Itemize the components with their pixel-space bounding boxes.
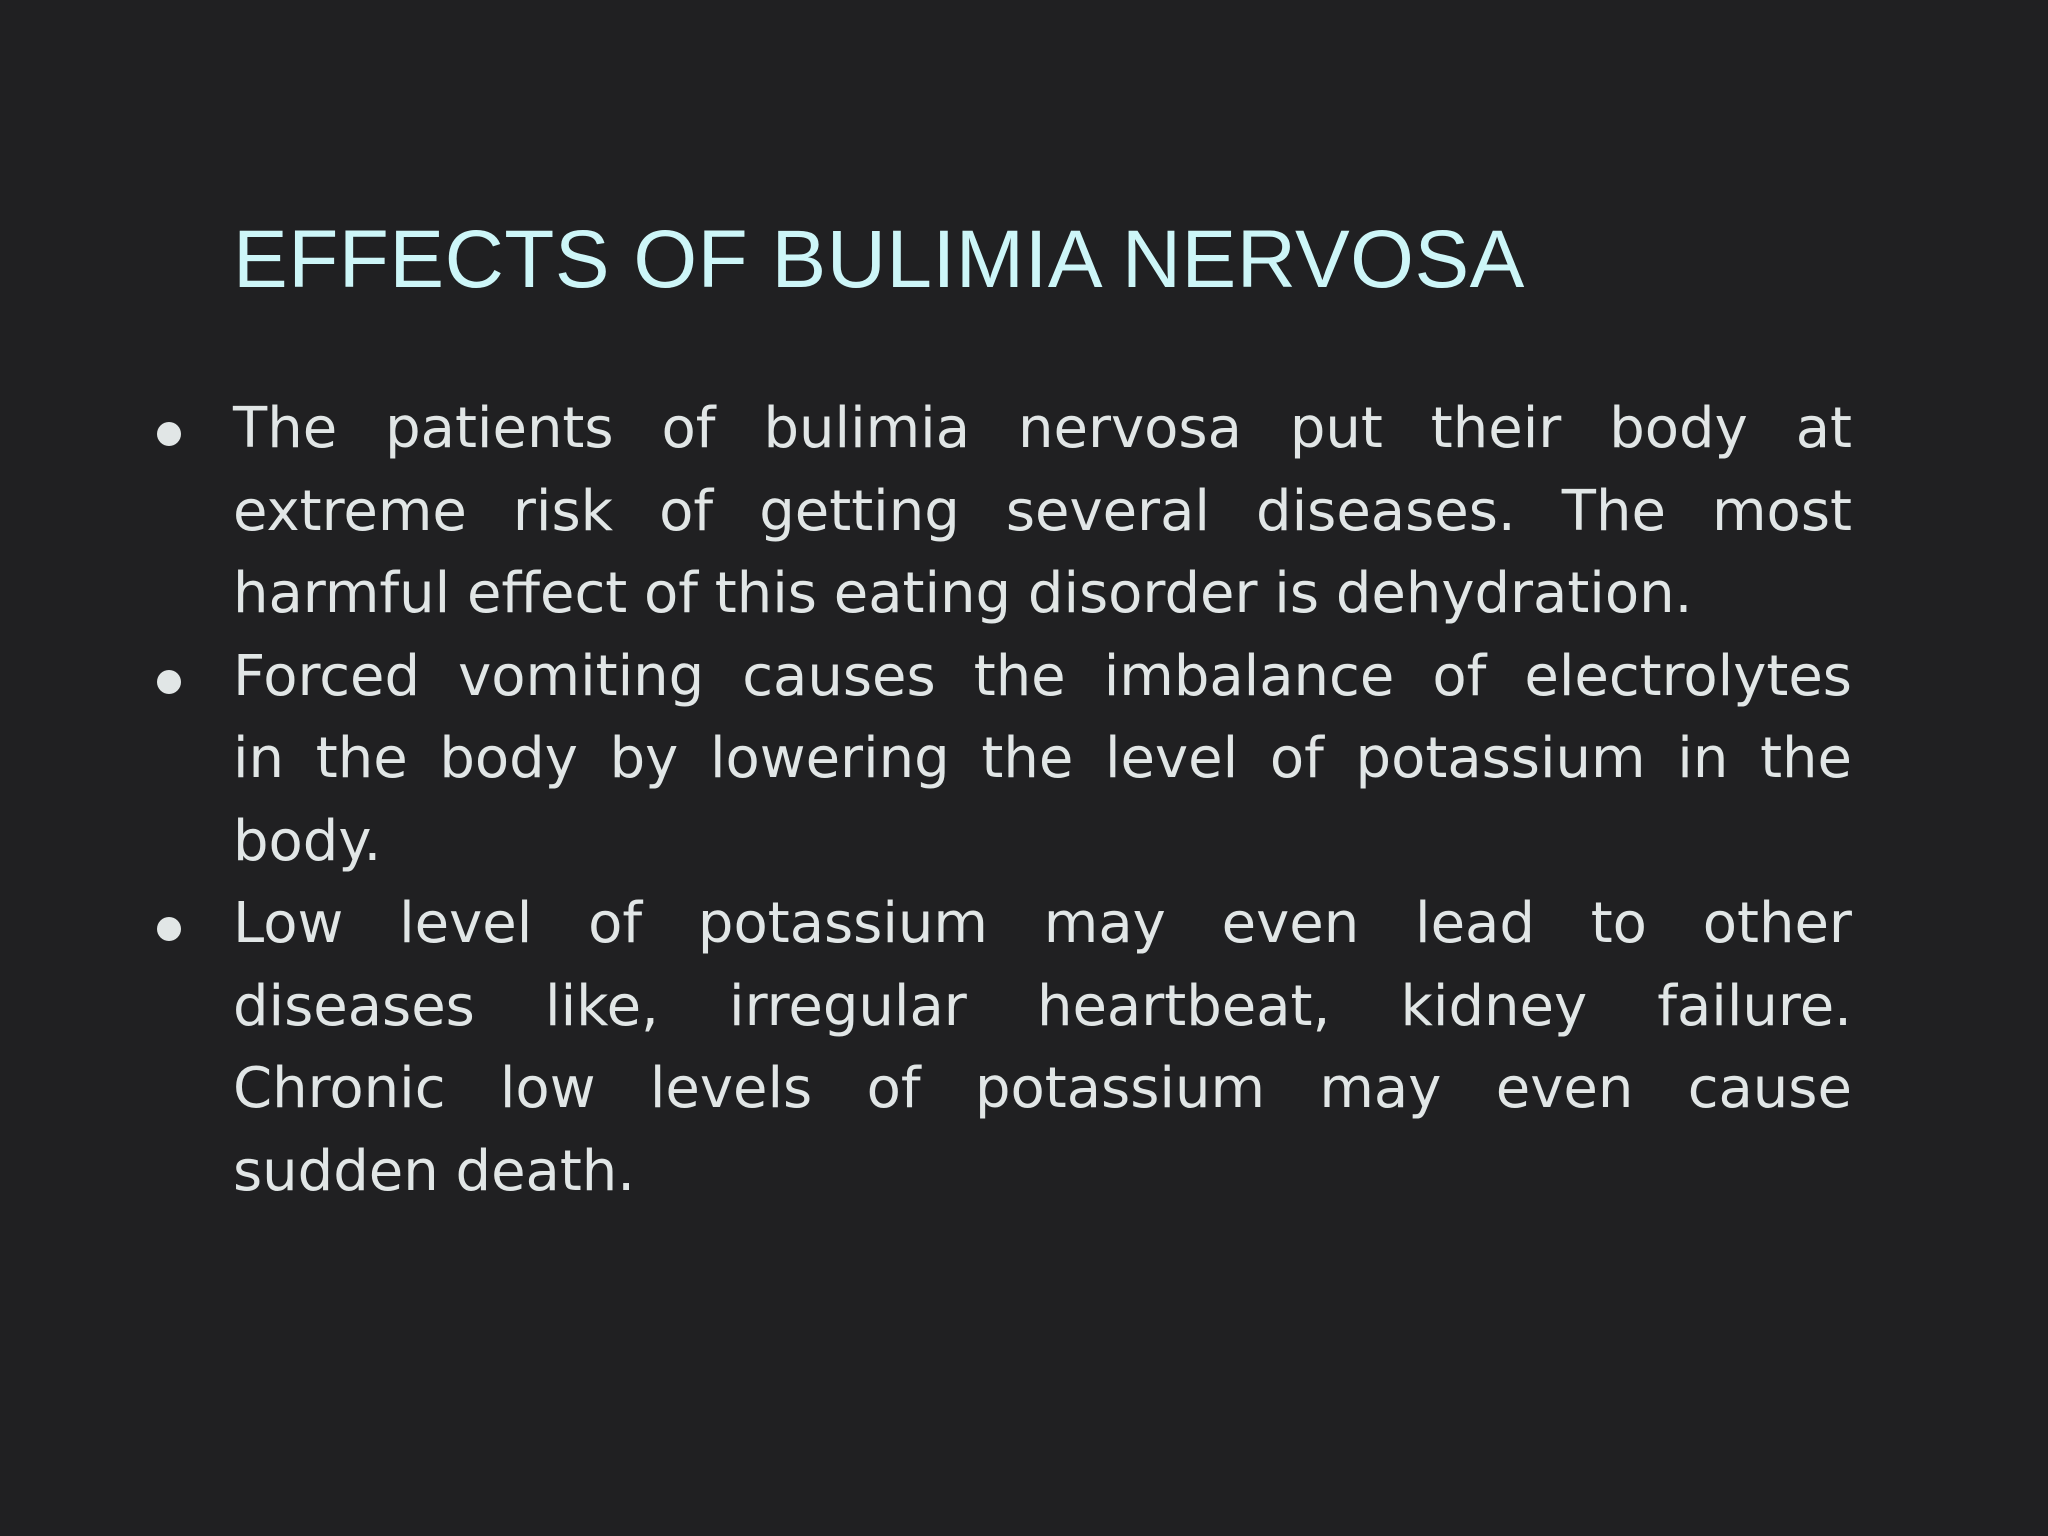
bullet-dot-icon [157,422,181,446]
bullet-word: lead [1415,891,1535,956]
bullet-word: bulimia [763,396,971,461]
bullet-word: of [659,478,714,544]
bullet-word: diseases. [1256,478,1516,544]
bullet-dot-icon [157,917,181,941]
bullet-word: like, [545,973,659,1039]
bullet-word: getting [759,478,960,544]
bullet-word: disorder [1027,561,1258,626]
bullet-word: potassium [1355,726,1646,791]
bullet-word: harmful [233,561,451,626]
bullet-word: eating [833,561,1012,626]
bullet-word: of [1432,643,1487,709]
bullet-word: by [609,726,679,791]
bullet-word: irregular [729,973,967,1039]
bullet-word: cause [1687,1056,1852,1121]
bullet-word: of [644,561,698,626]
bullet-line [233,636,1852,719]
bullet-line [233,1131,1852,1214]
bullet-word: in [233,726,285,791]
bullet-word: Forced [233,643,421,709]
bullet-word: of [588,891,643,956]
bullet-word: diseases [233,973,475,1039]
bullet-word: several [1005,478,1210,544]
bullet-word: level [1104,726,1239,791]
bullet-word: most [1712,478,1852,544]
bullet-word: potassium [974,1056,1265,1121]
bullet-word: levels [649,1056,813,1121]
bullet-word: level [399,891,533,956]
bullet-word: is [1274,561,1320,626]
bullet-line [233,718,1852,801]
bullet-word: low [499,1056,596,1121]
bullet-word: the [315,726,408,791]
bullet-word: of [1269,726,1324,791]
bullet-line [233,966,1852,1049]
bullet-word: the [1760,726,1852,791]
bullet-line [233,388,1852,471]
bullet-word: body. [233,808,382,874]
bullet-word: may [1319,1056,1442,1121]
bullet-word: put [1289,396,1383,461]
bullet-word: causes [742,643,936,709]
bullet-word: potassium [697,891,988,956]
bullet-word: risk [512,478,614,544]
bullet-word: patients [385,396,614,461]
bullet-word: may [1043,891,1166,956]
bullet-line [233,801,1852,884]
bullet-text [233,636,1852,884]
bullet-line [233,1048,1852,1131]
bullet-word: failure. [1657,973,1852,1039]
bullet-word: even [1495,1056,1634,1121]
bullet-word: kidney [1400,973,1588,1039]
bullet-text [233,883,1852,1213]
bullet-word: at [1795,396,1852,461]
bullet-dot-icon [157,670,181,694]
bullet-line [233,471,1852,554]
bullet-word: extreme [233,478,467,544]
bullet-word: Chronic [233,1056,446,1121]
bullet-word: in [1677,726,1729,791]
bullet-word: The [1561,478,1666,544]
bullet-word: body [439,726,578,791]
bullet-word: heartbeat, [1036,973,1331,1039]
bullet-word: the [973,643,1066,709]
bullet-line [233,883,1852,966]
bullet-word: dehydration. [1335,561,1693,626]
bullet-word: nervosa [1018,396,1242,461]
bullet-word: lowering [709,726,950,791]
bullet-word: other [1702,891,1852,956]
bullet-word: of [661,396,716,461]
bullet-word: sudden [233,1138,439,1204]
bullet-word: their [1430,396,1562,461]
bullet-word: body [1609,396,1748,461]
bullet-word: of [866,1056,921,1121]
bullet-text [233,388,1852,636]
bullet-word: imbalance [1103,643,1395,709]
bullet-word: The [233,396,338,461]
bullet-word: Low [233,891,344,956]
bullet-word: electrolytes [1524,643,1852,709]
slide-title: EFFECTS OF BULIMIA NERVOSA [233,214,1525,305]
bullet-word: effect [466,561,628,626]
bullet-word: death. [455,1138,636,1204]
bullet-word: this [714,561,817,626]
bullet-word: to [1590,891,1647,956]
bullet-word: the [981,726,1074,791]
bullet-line [233,553,1852,636]
bullet-word: vomiting [458,643,705,709]
bullet-word: even [1221,891,1360,956]
